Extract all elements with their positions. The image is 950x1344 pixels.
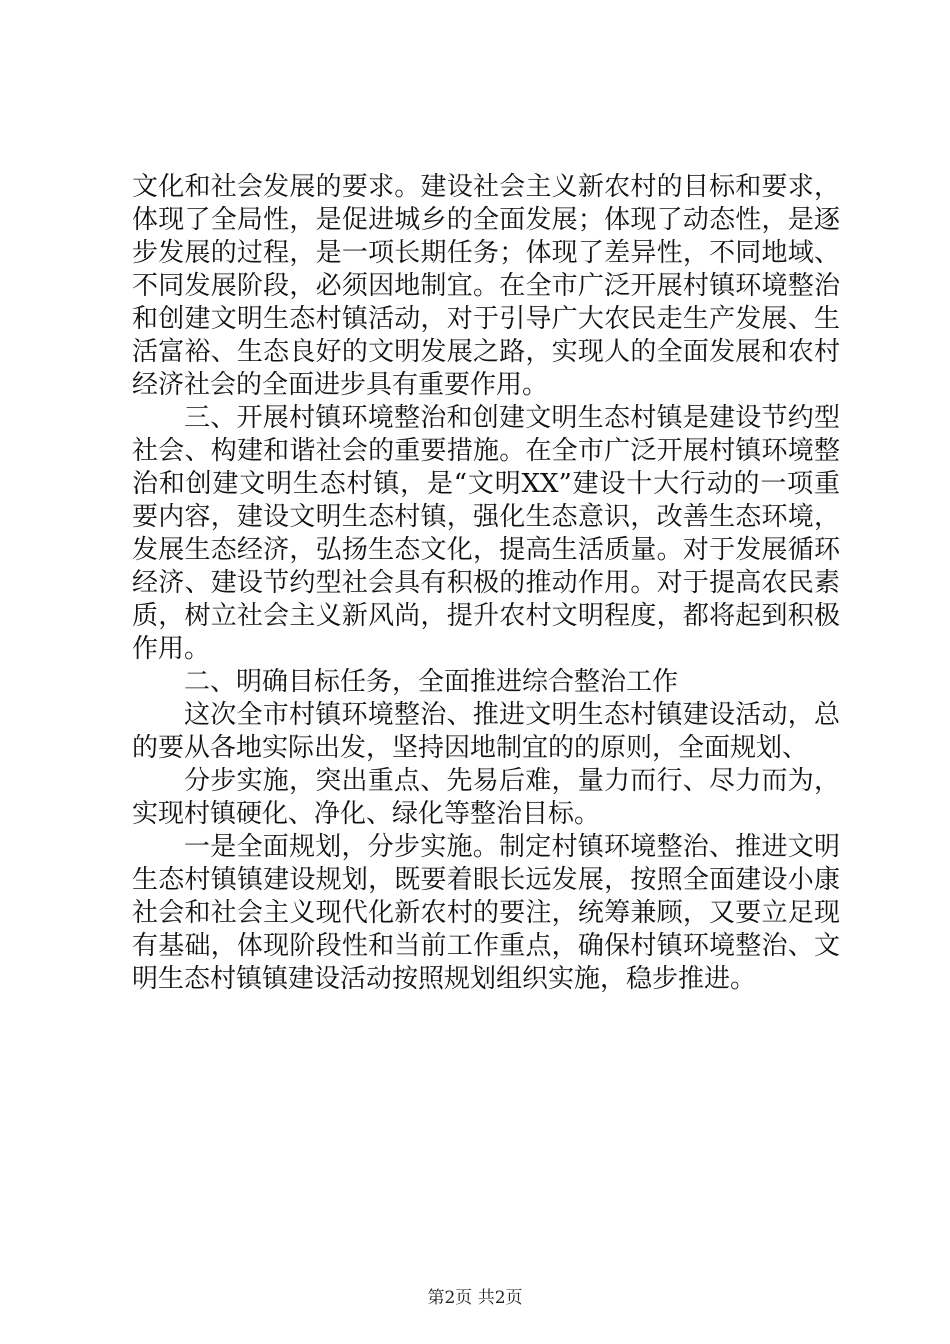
- text-line: 治和创建文明生态村镇，是“文明XX”建设十大行动的一项重: [132, 469, 840, 499]
- text-line: 要内容，建设文明生态村镇，强化生态意识，改善生态环境，: [132, 502, 840, 532]
- text-line: 三、开展村镇环境整治和创建文明生态村镇是建设节约型: [184, 403, 840, 433]
- text-line: 体现了全局性，是促进城乡的全面发展；体现了动态性，是逐: [132, 205, 840, 235]
- text-line: 不同发展阶段，必须因地制宜。在全市广泛开展村镇环境整治: [132, 271, 840, 301]
- text-line: 和创建文明生态村镇活动，对于引导广大农民走生产发展、生: [132, 304, 840, 334]
- text-line: 的要从各地实际出发，坚持因地制宜的的原则，全面规划、: [132, 733, 809, 763]
- text-line: 生态村镇镇建设规划，既要着眼长远发展，按照全面建设小康: [132, 865, 840, 895]
- text-line: 活富裕、生态良好的文明发展之路，实现人的全面发展和农村: [132, 337, 840, 367]
- text-line: 一是全面规划，分步实施。制定村镇环境整治、推进文明: [184, 832, 840, 862]
- text-line: 发展生态经济，弘扬生态文化，提高生活质量。对于发展循环: [132, 535, 840, 565]
- text-line: 步发展的过程，是一项长期任务；体现了差异性，不同地域、: [132, 238, 840, 268]
- text-line: 有基础，体现阶段性和当前工作重点，确保村镇环境整治、文: [132, 931, 840, 961]
- text-line: 作用。: [132, 634, 211, 664]
- text-line: 文化和社会发展的要求。建设社会主义新农村的目标和要求，: [132, 172, 840, 202]
- text-line: 社会和社会主义现代化新农村的要注，统筹兼顾，又要立足现: [132, 898, 840, 928]
- text-line: 这次全市村镇环境整治、推进文明生态村镇建设活动，总: [184, 700, 840, 730]
- page-footer: 第2页 共2页: [427, 1288, 523, 1308]
- text-line: 社会、构建和谐社会的重要措施。在全市广泛开展村镇环境整: [132, 436, 840, 466]
- text-line: 经济社会的全面进步具有重要作用。: [132, 370, 549, 400]
- text-line: 质，树立社会主义新风尚，提升农村文明程度，都将起到积极: [132, 601, 840, 631]
- text-line: 分步实施，突出重点、先易后难，量力而行、尽力而为，: [184, 766, 840, 796]
- text-line: 实现村镇硬化、净化、绿化等整治目标。: [132, 799, 601, 829]
- text-line: 二、明确目标任务，全面推进综合整治工作: [184, 667, 679, 697]
- text-line: 明生态村镇镇建设活动按照规划组织实施，稳步推进。: [132, 964, 757, 994]
- document-body: [132, 171, 840, 996]
- text-line: 经济、建设节约型社会具有积极的推动作用。对于提高农民素: [132, 568, 840, 598]
